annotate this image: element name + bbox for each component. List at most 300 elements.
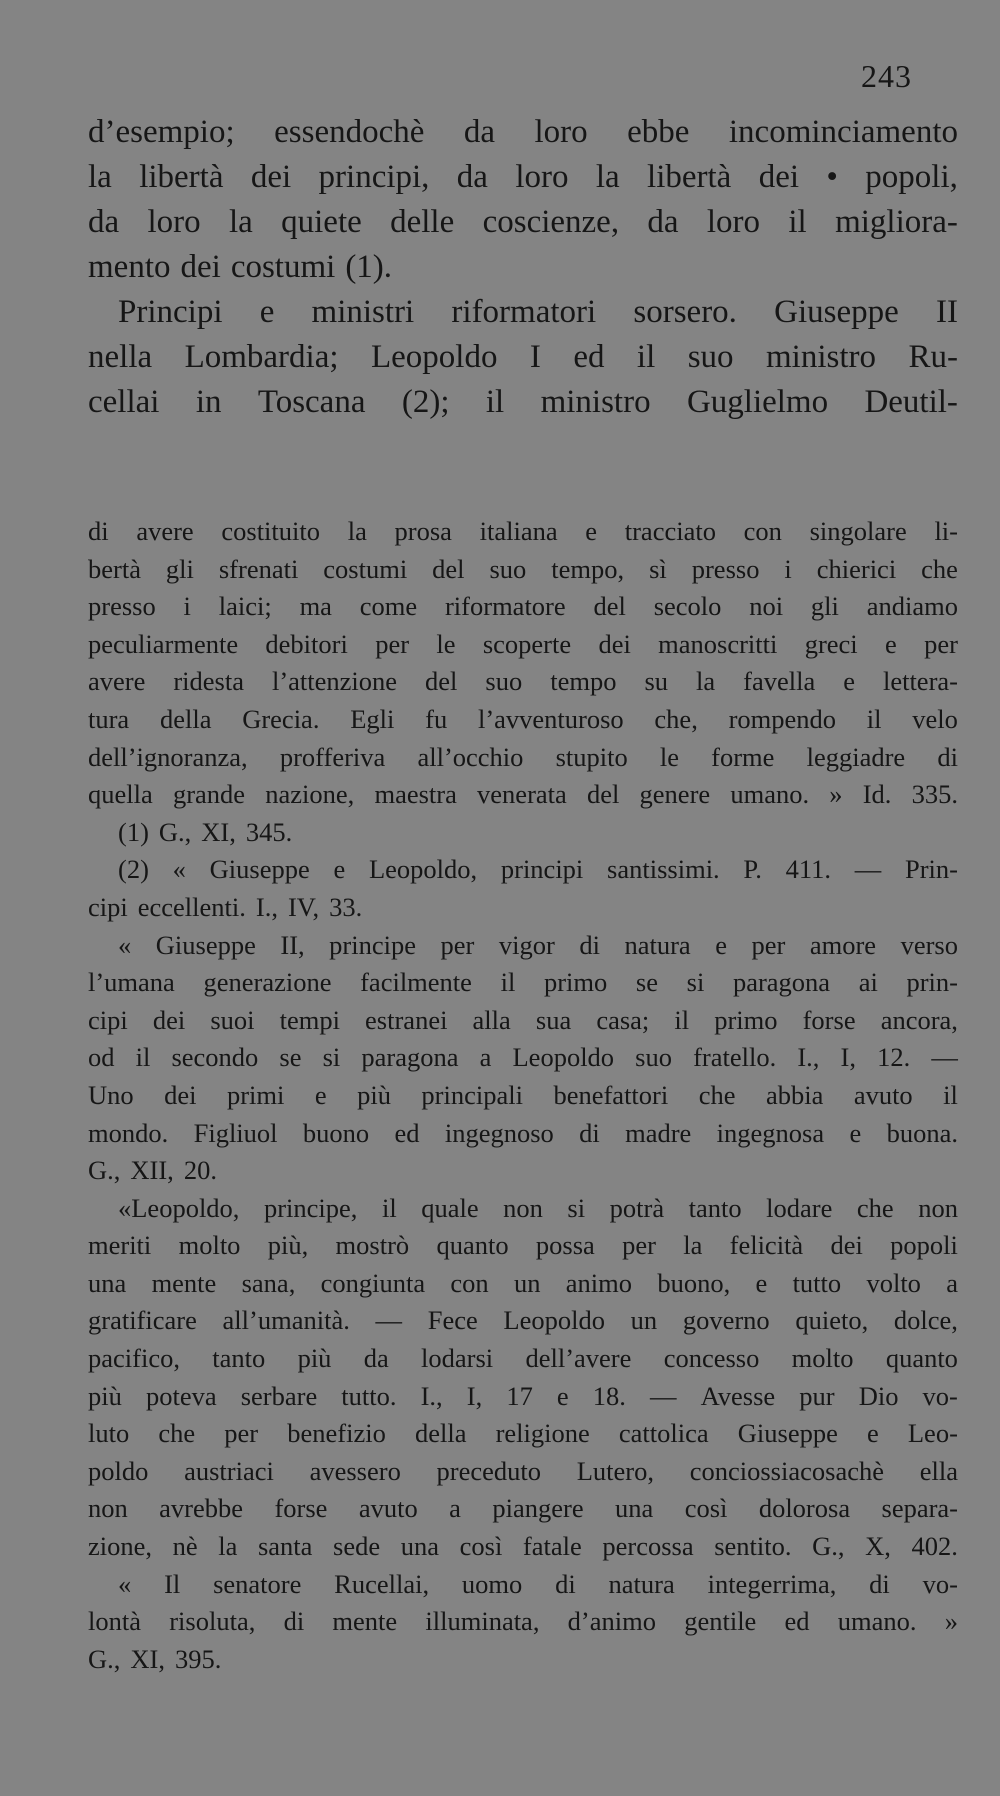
word: tempo	[550, 666, 617, 697]
word: separa-	[881, 1493, 958, 1524]
word: il	[866, 703, 882, 734]
word: od	[88, 1042, 115, 1073]
word: suo	[485, 666, 523, 697]
word: l’umana	[88, 967, 175, 998]
main-text-line	[88, 110, 958, 155]
word: «	[118, 929, 132, 960]
word: andiamo	[866, 591, 958, 622]
word: Egli	[350, 703, 395, 734]
word: che	[856, 1192, 894, 1223]
word: il	[636, 339, 656, 375]
word: verso	[900, 929, 958, 960]
word: G.,	[88, 1643, 121, 1674]
word: e	[585, 516, 598, 546]
word: concesso	[663, 1343, 760, 1374]
word: ministri	[311, 294, 415, 330]
word: da	[88, 204, 120, 240]
word: G.,	[158, 816, 192, 847]
word: Giuseppe	[774, 294, 899, 330]
word: casa;	[596, 1004, 650, 1035]
word: e	[885, 628, 897, 659]
word: senatore	[213, 1568, 302, 1599]
word: i	[784, 553, 792, 584]
word: riformatore	[444, 591, 566, 622]
main-text	[88, 110, 958, 425]
word: per	[375, 628, 410, 659]
word: tura	[88, 703, 130, 734]
word: una	[400, 1531, 440, 1562]
footnote-line	[88, 1641, 958, 1679]
word: «	[118, 1568, 132, 1599]
word: sentito.	[714, 1531, 792, 1562]
word: avuto	[358, 1493, 418, 1524]
word: tracciato	[624, 516, 716, 546]
word: integerrima,	[707, 1568, 837, 1599]
footnote-line	[88, 776, 958, 814]
word: abbia	[765, 1079, 824, 1110]
word: dell’ignoranza,	[88, 741, 248, 772]
word: sua	[535, 1004, 572, 1035]
word: gli	[810, 591, 839, 622]
word: ministro	[765, 339, 876, 375]
word: dei	[180, 249, 221, 285]
word: tutto	[792, 1267, 842, 1298]
word: quiete	[281, 204, 362, 240]
word: I,	[840, 1042, 856, 1073]
footnote-line	[88, 1190, 958, 1228]
word: una	[615, 1493, 654, 1524]
word: suo	[687, 339, 734, 375]
word: (2);	[401, 384, 450, 420]
word: sorsero.	[633, 294, 737, 330]
word: 395.	[174, 1643, 222, 1674]
word: percossa	[602, 1531, 694, 1562]
word: rompendo	[728, 703, 837, 734]
word: profferiva	[279, 741, 386, 772]
word: austriaci	[184, 1455, 274, 1486]
word: presso	[88, 591, 156, 622]
word: potrà	[609, 1192, 665, 1223]
word: —	[854, 854, 882, 885]
word: loro	[147, 204, 201, 240]
word: e	[556, 1380, 569, 1411]
word: risoluta,	[169, 1606, 256, 1637]
word: 335.	[911, 779, 958, 810]
word: quanto	[885, 1343, 958, 1374]
word: del	[425, 666, 458, 697]
footnote-line	[88, 1115, 958, 1153]
word: non	[918, 1192, 958, 1223]
word: Principi	[118, 294, 223, 330]
word: lontà	[88, 1606, 141, 1637]
footnote-line	[88, 1603, 958, 1641]
word: gratificare	[88, 1305, 197, 1336]
word: Lombardia;	[184, 339, 339, 375]
word: 17	[506, 1380, 533, 1411]
word: presso	[691, 553, 760, 584]
word: scoperte	[482, 628, 572, 659]
word: loro	[706, 204, 761, 240]
word: •	[826, 159, 838, 195]
word: 12.	[877, 1042, 911, 1073]
word: della	[159, 703, 212, 734]
word: I.,	[255, 891, 278, 922]
word: principi	[500, 854, 584, 885]
word: e	[866, 1418, 879, 1449]
word: preceduto	[436, 1455, 542, 1486]
word: prosa	[394, 516, 452, 546]
footnote-line	[88, 1227, 958, 1265]
word: peculiarmente	[88, 628, 239, 659]
word: fu	[425, 703, 448, 734]
word: migliora-	[835, 204, 958, 240]
word: manoscritti	[658, 628, 778, 659]
word: Toscana	[257, 384, 366, 420]
word: la	[696, 666, 716, 697]
footnote-line	[88, 851, 958, 889]
word: »	[829, 779, 843, 810]
word: Leopoldo	[512, 1042, 615, 1073]
word: il	[674, 1004, 690, 1035]
word: religione	[495, 1418, 590, 1449]
word: bertà	[88, 553, 141, 584]
word: secolo	[653, 591, 722, 622]
word: quella	[88, 779, 153, 810]
word: tempi	[279, 1004, 340, 1035]
footnote-line	[88, 1528, 958, 1566]
word: la	[88, 159, 112, 195]
word: Dio	[858, 1380, 899, 1411]
footnote-line	[88, 964, 958, 1002]
word: illuminata,	[425, 1606, 540, 1637]
word: genere	[639, 779, 711, 810]
word: animo	[565, 1267, 633, 1298]
word: avrebbe	[159, 1493, 244, 1524]
word: nella	[88, 339, 153, 375]
footnote-line	[88, 1152, 958, 1190]
word: natura	[608, 1568, 675, 1599]
word: per	[440, 929, 475, 960]
word: amore	[809, 929, 877, 960]
word: principe	[329, 929, 416, 960]
word: a	[449, 1493, 461, 1524]
word: un	[630, 1305, 658, 1336]
word: Il	[164, 1568, 181, 1599]
word: secondo	[171, 1042, 259, 1073]
word: I	[529, 339, 541, 375]
word: non	[503, 1192, 543, 1223]
word: la	[595, 159, 620, 195]
word: tanto	[688, 1192, 742, 1223]
word: Ru-	[908, 339, 958, 375]
word: dei	[164, 1079, 197, 1110]
footnote-line	[88, 1453, 958, 1491]
word: II	[935, 294, 958, 330]
footnote-line	[88, 739, 958, 777]
word: dolorosa	[758, 1493, 851, 1524]
word: avessero	[309, 1455, 401, 1486]
word: pur	[799, 1380, 835, 1411]
word: (1).	[345, 249, 393, 285]
word: mostrò	[335, 1230, 410, 1261]
word: il	[943, 1079, 958, 1110]
word: maestra	[374, 779, 457, 810]
word: forse	[802, 1004, 856, 1035]
word: che,	[654, 703, 698, 734]
word: vigor	[498, 929, 555, 960]
word: molto	[178, 1230, 241, 1261]
word: santissimi.	[607, 854, 720, 885]
word: le	[436, 628, 456, 659]
footnote-line	[88, 663, 958, 701]
word: si	[567, 1192, 586, 1223]
word: tutto.	[341, 1380, 397, 1411]
word: un	[513, 1267, 541, 1298]
main-text-line	[88, 245, 958, 290]
footnote-line	[88, 1415, 958, 1453]
word: l’attenzione	[271, 666, 398, 697]
word: di	[869, 1568, 890, 1599]
word: 345.	[245, 816, 293, 847]
footnote-line	[88, 513, 958, 551]
word: suoi	[210, 1004, 255, 1035]
word: lettera-	[882, 666, 958, 697]
word: possa	[535, 1230, 595, 1261]
word: riformatori	[451, 294, 597, 330]
word: primo	[543, 967, 608, 998]
word: buona.	[886, 1117, 958, 1148]
word: 33.	[329, 891, 363, 922]
word: e	[849, 1117, 862, 1148]
word: su	[644, 666, 669, 697]
word: costumi	[230, 249, 336, 285]
word: favella	[743, 666, 816, 697]
word: suo	[635, 1042, 672, 1073]
word: buono,	[657, 1267, 731, 1298]
word: principi,	[318, 159, 430, 195]
word: e	[715, 929, 727, 960]
word: che	[921, 553, 958, 584]
word: di	[283, 1606, 305, 1637]
word: Grecia.	[242, 703, 320, 734]
word: santa	[257, 1531, 313, 1562]
word: XI,	[201, 816, 236, 847]
word: dei	[152, 1004, 186, 1035]
word: congiunta	[320, 1267, 426, 1298]
word: principali	[421, 1079, 523, 1110]
word: poldo	[88, 1455, 149, 1486]
word: che	[698, 1079, 736, 1110]
word: cipi	[88, 1004, 128, 1035]
word: primi	[226, 1079, 285, 1110]
word: ed	[573, 339, 605, 375]
word: nè	[172, 1531, 198, 1562]
word: buono	[302, 1117, 370, 1148]
word: G.,	[88, 1155, 121, 1186]
word: la	[683, 1230, 703, 1261]
word: d’esempio;	[88, 114, 235, 150]
word: di	[555, 1568, 576, 1599]
word: la	[228, 204, 253, 240]
word: 20.	[183, 1155, 217, 1186]
word: tempo,	[551, 553, 625, 584]
word: 411.	[785, 854, 831, 885]
word: Uno	[88, 1079, 134, 1110]
word: —	[650, 1380, 677, 1411]
word: ed	[394, 1117, 420, 1148]
word: ai	[858, 967, 878, 998]
word: uomo	[461, 1568, 523, 1599]
footnote-line	[88, 889, 958, 927]
word: il	[381, 1192, 397, 1223]
word: laici;	[218, 591, 272, 622]
word: d’animo	[567, 1606, 656, 1637]
word: Deutil-	[864, 384, 958, 420]
word: alla	[472, 1004, 511, 1035]
word: principe,	[263, 1192, 358, 1223]
word: in	[195, 384, 222, 420]
footnote-line	[88, 1566, 958, 1604]
word: dei	[250, 159, 292, 195]
word: del	[593, 591, 626, 622]
word: estranei	[365, 1004, 448, 1035]
word: nazione,	[265, 779, 355, 810]
word: dell’avere	[525, 1343, 632, 1374]
word: mondo.	[88, 1117, 169, 1148]
word: libertà	[139, 159, 224, 195]
word: da	[456, 159, 488, 195]
word: del	[432, 553, 465, 584]
word: II,	[280, 929, 305, 960]
word: I.,	[420, 1380, 443, 1411]
word: lodare	[766, 1192, 833, 1223]
word: Rucellai,	[334, 1568, 430, 1599]
word: e	[314, 1079, 327, 1110]
word: governo	[682, 1305, 770, 1336]
word: italiana	[479, 516, 558, 546]
footnote-line	[88, 1378, 958, 1416]
word: —	[375, 1305, 403, 1336]
word: il	[788, 204, 807, 240]
word: Leopoldo	[503, 1305, 605, 1336]
footnote-line	[88, 1340, 958, 1378]
word: (1)	[118, 816, 149, 847]
word: avere	[136, 516, 194, 546]
word: benefizio	[287, 1418, 386, 1449]
word: tanto	[212, 1343, 266, 1374]
word: con	[450, 1267, 489, 1298]
word: all’occhio	[417, 741, 524, 772]
word: umano.	[730, 779, 810, 810]
word: avere	[88, 666, 146, 697]
word: serbare	[240, 1380, 318, 1411]
word: conciossiacosachè	[689, 1455, 884, 1486]
word: noi	[749, 591, 784, 622]
word: e	[259, 294, 275, 330]
word: una	[88, 1267, 127, 1298]
word: libertà	[647, 159, 732, 195]
word: se	[279, 1042, 302, 1073]
word: stupito	[555, 741, 628, 772]
word: meriti	[88, 1230, 152, 1261]
word: popoli	[890, 1230, 958, 1261]
word: e	[843, 666, 855, 697]
word: «	[172, 854, 186, 885]
word: benefattori	[553, 1079, 669, 1110]
word: Giuseppe	[209, 854, 310, 885]
word: prin-	[906, 967, 958, 998]
word: quanto	[436, 1230, 509, 1261]
footnote-line	[88, 1077, 958, 1115]
word: per	[622, 1230, 656, 1261]
word: il	[485, 384, 505, 420]
word: delle	[390, 204, 455, 240]
word: che	[158, 1418, 196, 1449]
word: lodarsi	[421, 1343, 494, 1374]
word: Leo-	[907, 1418, 958, 1449]
word: si	[322, 1042, 341, 1073]
word: (2)	[118, 854, 149, 885]
main-text-line	[88, 290, 958, 335]
word: da	[647, 204, 679, 240]
word: all’umanità.	[222, 1305, 350, 1336]
footnotes	[88, 513, 958, 1678]
word: piangere	[492, 1493, 584, 1524]
footnote-line	[88, 1002, 958, 1040]
word: zione,	[88, 1531, 153, 1562]
word: popoli,	[865, 159, 958, 195]
word: facilmente	[360, 967, 472, 998]
word: se	[635, 967, 658, 998]
word: eccellenti.	[137, 891, 246, 922]
footnote-line	[88, 927, 958, 965]
word: leggiadre	[806, 741, 906, 772]
word: chierici	[816, 553, 897, 584]
footnote-line	[88, 1265, 958, 1303]
word: di	[579, 1117, 600, 1148]
word: ingegnoso	[444, 1117, 554, 1148]
word: gli	[165, 553, 194, 584]
word: grande	[172, 779, 246, 810]
word: vo-	[922, 1380, 958, 1411]
word: poteva	[145, 1380, 217, 1411]
word: dei	[758, 159, 800, 195]
word: ebbe	[627, 114, 690, 150]
word: il	[500, 967, 516, 998]
word: X,	[865, 1531, 891, 1562]
footnote-line	[88, 551, 958, 589]
word: così	[684, 1493, 728, 1524]
word: —	[931, 1042, 958, 1073]
word: venerata	[477, 779, 567, 810]
word: Guglielmo	[686, 384, 829, 420]
word: più	[88, 1380, 122, 1411]
word: natura	[624, 929, 691, 960]
word: Avesse	[700, 1380, 776, 1411]
word: così	[459, 1531, 503, 1562]
word: della	[414, 1418, 467, 1449]
word: umano.	[837, 1606, 917, 1637]
word: più	[297, 1343, 332, 1374]
word: di	[579, 929, 600, 960]
word: loro	[534, 114, 588, 150]
word: primo	[714, 1004, 778, 1035]
word: ella	[919, 1455, 958, 1486]
word: per	[751, 929, 786, 960]
main-text-line	[88, 335, 958, 380]
word: a	[479, 1042, 492, 1073]
word: sfrenati	[218, 553, 299, 584]
